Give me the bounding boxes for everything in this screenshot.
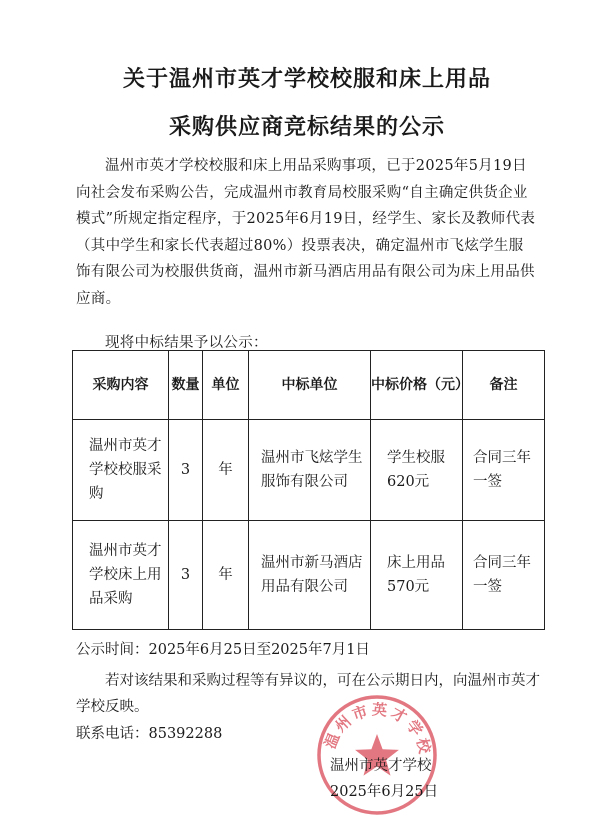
cell-qty: 3 [169,521,203,630]
signer-name: 温州市英才学校 [330,758,432,774]
cell-price: 学生校服 620元 [371,420,463,521]
contact-phone: 联系电话：85392288 [76,726,223,742]
results-table [72,350,545,630]
header-qty: 数量 [169,351,203,420]
publication-period: 公示时间：2025年6月25日至2025年7月1日 [76,642,370,658]
header-winner: 中标单位 [249,351,371,420]
cell-item: 温州市英才学校校服采购 [73,420,169,521]
document-title-line-1: 关于温州市英才学校校服和床上用品 [122,67,491,92]
cell-note: 合同三年一签 [463,420,545,521]
table-row [73,521,545,630]
seal-text: 温州市英才学校 [320,700,435,759]
sign-date: 2025年6月25日 [330,784,439,800]
header-unit: 单位 [203,351,249,420]
header-note: 备注 [463,351,545,420]
header-price: 中标价格（元） [371,351,463,420]
results-intro: 现将中标结果予以公示： [105,335,268,351]
document-title-line-2: 采购供应商竞标结果的公示 [168,115,445,140]
cell-unit: 年 [203,420,249,521]
cell-unit: 年 [203,521,249,630]
header-item: 采购内容 [73,351,169,420]
announcement-body: 温州市英才学校校服和床上用品采购事项，已于2025年5月19日向社会发布采购公告，完成温州市教育局校服采购“自主确定供货企业模式”所规定指定程序，于2025年6月19日，经学生、家长及教师代表（其中学生和家长代表超过80%）投票表决，确定温州市飞炫学生服饰有限公司为校服供货商，温州市新马酒店用品有限公司为床上用品供应商。 [76,158,536,307]
cell-item: 温州市英才学校床上用品采购 [73,521,169,630]
cell-note: 合同三年一签 [463,521,545,630]
cell-winner: 温州市新马酒店用品有限公司 [249,521,371,630]
table-row [73,420,545,521]
cell-price: 床上用品 570元 [371,521,463,630]
cell-qty: 3 [169,420,203,521]
cell-winner: 温州市飞炫学生服饰有限公司 [249,420,371,521]
objection-notice: 若对该结果和采购过程等有异议的，可在公示期日内，向温州市英才学校反映。 [76,673,540,715]
table-header-row [73,351,545,420]
